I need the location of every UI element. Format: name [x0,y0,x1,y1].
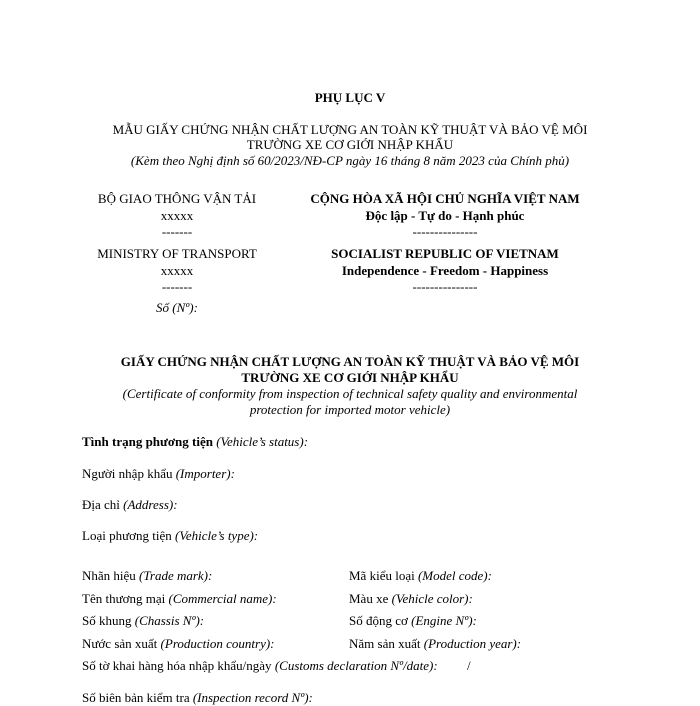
motto-en: Independence - Freedom - Happiness [341,263,549,278]
republic-en: SOCIALIST REPUBLIC OF VIETNAM [331,246,559,261]
ministry-placeholder-2: xxxxx [160,263,194,278]
motto-vn: Độc lập - Tự do - Hạnh phúc [365,208,525,223]
ministry-vn: BỘ GIAO THÔNG VẬN TẢI [97,191,257,206]
ministry-dash-2: ------- [161,279,193,294]
ministry-placeholder-1: xxxxx [160,208,194,223]
field-production-country: Nước sản xuất (Production country): [82,636,275,651]
field-chassis: Số khung (Chassis Nº): [82,613,205,628]
field-inspection-record: Số biên bản kiểm tra (Inspection record Nº): [82,690,313,705]
field-vehicle-color: Màu xe (Vehicle color): [349,591,473,606]
form-title-line2: TRƯỜNG XE CƠ GIỚI NHẬP KHẨU [246,137,454,152]
republic-dash-2: --------------- [412,279,478,294]
certificate-title-line2: TRƯỜNG XE CƠ GIỚI NHẬP KHẨU [241,370,459,385]
field-address: Địa chỉ (Address): [82,497,178,512]
form-title-line1: MẪU GIẤY CHỨNG NHẬN CHẤT LƯỢNG AN TOÀN KỸ THUẬT VÀ BẢO VỆ MÔI [112,122,588,137]
certificate-en-line1: (Certificate of conformity from inspection of technical safety quality and environmental [122,386,578,401]
ministry-en: MINISTRY OF TRANSPORT [97,246,257,261]
customs-date-separator: / [466,658,471,673]
republic-vn: CỘNG HÒA XÃ HỘI CHỦ NGHĨA VIỆT NAM [310,191,580,206]
field-importer: Người nhập khẩu (Importer): [82,466,235,481]
field-vehicle-status: Tình trạng phương tiện (Vehicle’s status): [82,434,309,449]
field-trade-mark: Nhãn hiệu (Trade mark): [82,568,213,583]
field-commercial-name: Tên thương mại (Commercial name): [82,591,277,606]
document-number-label: Số (Nº): [156,300,198,315]
field-customs-declaration: Số tờ khai hàng hóa nhập khẩu/ngày (Customs declaration Nº/date): / [82,658,471,673]
certificate-en-line2: protection for imported motor vehicle) [249,402,451,417]
field-engine: Số động cơ (Engine Nº): [349,613,477,628]
field-production-year: Năm sản xuất (Production year): [349,636,522,651]
annex-title: PHỤ LỤC V [314,90,386,105]
republic-dash-1: --------------- [412,224,478,239]
field-model-code: Mã kiểu loại (Model code): [349,568,492,583]
field-vehicle-type: Loại phương tiện (Vehicle’s type): [82,528,259,543]
form-subtitle: (Kèm theo Nghị định số 60/2023/NĐ-CP ngày 16 tháng 8 năm 2023 của Chính phủ) [130,153,570,168]
certificate-title-line1: GIẤY CHỨNG NHẬN CHẤT LƯỢNG AN TOÀN KỸ THUẬT VÀ BẢO VỆ MÔI [120,354,580,369]
ministry-dash-1: ------- [161,224,193,239]
